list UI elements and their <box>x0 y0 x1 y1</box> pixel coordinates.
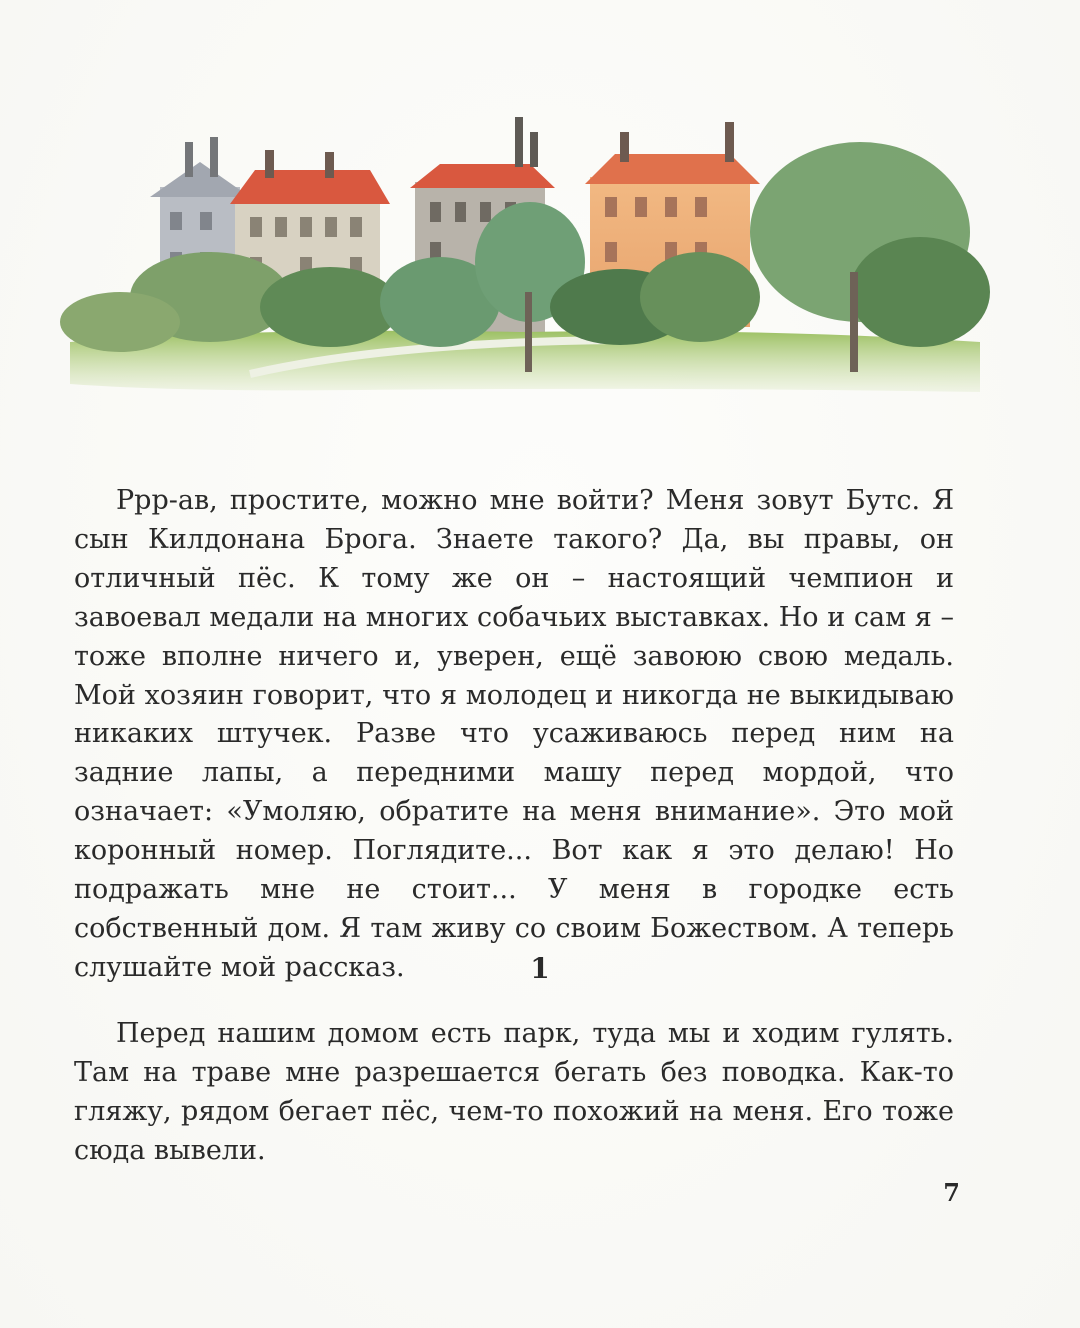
illustration <box>60 92 990 402</box>
chapter-number: 1 <box>530 952 550 985</box>
page-number: 7 <box>943 1178 960 1207</box>
intro-text <box>74 482 954 988</box>
chapter-text <box>74 1015 954 1171</box>
intro-paragraph: Ррр-ав, простите, можно мне войти? Меня зовут Бутс. Я сын Килдонана Брога. Знаете такого? Да, вы правы, он отличный пёс. К тому же он – настоящий чемпион и завоевал медали на многих собачьих выставках. Но и сам я – тоже вполне ничего и, уверен, ещё завоюю свою медаль. Мой хозяин говорит, что я молодец и никогда не выкидываю никаких штучек. Разве что усаживаюсь перед ним на задние лапы, а передними машу перед мордой, что означает: «Умоляю, обратите на меня внимание». Это мой коронный номер. Поглядите... Вот как я это делаю! Но подражать мне не стоит... У меня в городке есть собственный дом. Я там живу со своим Божеством. А теперь слушайте мой рассказ. <box>74 485 954 983</box>
chapter-paragraph: Перед нашим домом есть парк, туда мы и ходим гулять. Там на траве мне разрешается бегать без поводка. Как-то гляжу, рядом бегает пёс, чем-то похожий на меня. Его тоже сюда вывели. <box>74 1018 954 1166</box>
